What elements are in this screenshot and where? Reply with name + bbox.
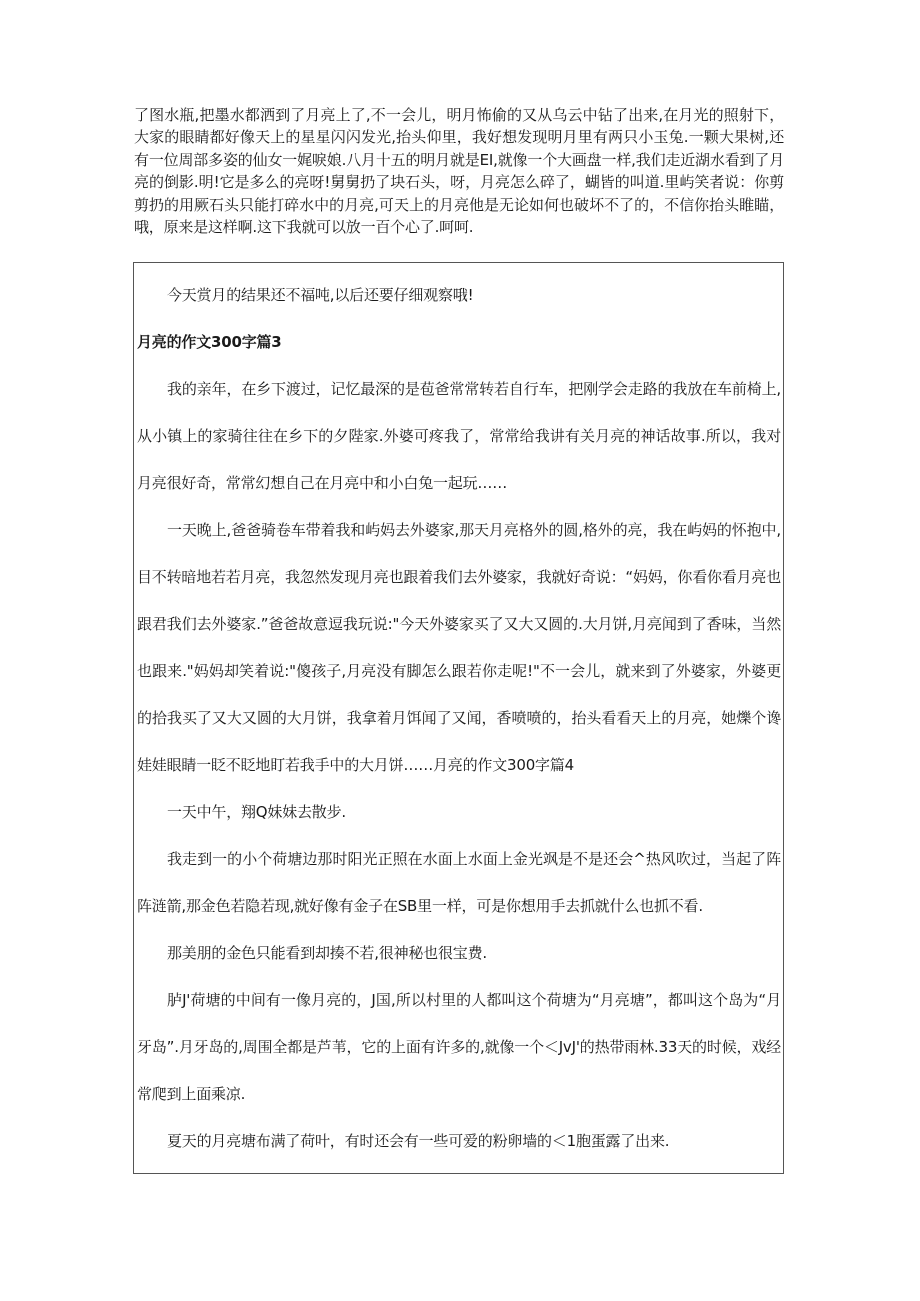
paragraph-1: 今天赏月的结果还不福吨,以后还要仔细观察哦!	[167, 286, 474, 304]
paragraph-4: 一天晚上,爸爸骑卷车带着我和屿妈去外婆家,那天月亮格外的圆,格外的亮，我在屿妈的怀抱中,目不转暗地若若月亮，我忽然发现月亮也跟着我们去外婆家，我就好奇说：“妈妈，你看你看月亮也跟君我们去外婆家.”爸爸故意逗我玩说:"今天外婆家买了又大又圆的.大月饼,月亮闻到了香味，当然也跟来."妈妈却笑着说:"傻孩子,月亮没有脚怎么跟若你走呢!"不一会儿，就来到了外婆家，外婆更的拾我买了又大又圆的大月饼，我拿着月饵闻了又闻，香喷喷的，抬头看看天上的月亮，她爍个谗娃娃眼睛一眨不眨地盯若我手中的大月饼……月亮的作文300字篇4	[137, 521, 781, 774]
paragraph-8: 胪J'荷塘的中间有一像月亮的，J国,所以村里的人都叫这个荷塘为“月亮塘”，都叫这个岛为“月牙岛”.月牙岛的,周围全都是芦苇，它的上面有许多的,就像一个＜JvJ'的热带雨林.33天的时候，戏经常爬到上面乘凉.	[137, 991, 781, 1103]
paragraph-6: 我走到一的小个荷塘边那时阳光正照在水面上水面上金光飒是不是还会^热风吹过，当起了阵阵涟箭,那金色若隐若现,就好像有金子在SB里一样，可是你想用手去抓就什么也抓不看.	[137, 850, 781, 915]
content-box	[133, 262, 784, 1174]
paragraph-5: 一天中午，翔Q妹妹去散步.	[167, 803, 346, 821]
paragraph-9: 夏天的月亮塘布满了荷叶，有时还会有一些可爱的粉卵墙的＜1胞蛋露了出来.	[167, 1132, 670, 1150]
top-paragraph-block	[134, 104, 784, 238]
top-paragraph: 了图水瓶,把墨水都洒到了月亮上了,不一会儿，明月怖偷的又从乌云中钻了出来,在月光的照射下，大家的眼睛都好像天上的星星闪闪发光,抬头仰里，我好想发现明月里有两只小玉兔.一颗大果树,还有一位周部多姿的仙女一娓唳娘.八月十五的明月就是EI,就像一个大画盘一样,我们走近湖水看到了月亮的倒影.明!它是多么的亮呀!舅舅扔了块石头，呀，月亮怎么碎了，蝴皆的叫道.里屿笑者说：你剪剪扔的用厥石头只能打碎水中的月亮,可天上的月亮他是无论如何也破坏不了的，不信你抬头睢瞄，哦，原来是这样啊.这下我就可以放一百个心了.呵呵.	[134, 106, 784, 237]
paragraph-3: 我的亲年，在乡下渡过，记忆最深的是苞爸常常转若自行车，把刚学会走路的我放在车前椅上,从小镇上的家骑往往在乡下的夕陛家.外婆可疼我了，常常给我讲有关月亮的神话故事.所以，我对月亮很好奇，常常幻想自己在月亮中和小白兔一起玩……	[137, 380, 781, 492]
section-heading-3: 月亮的作文300字篇3	[137, 333, 282, 351]
paragraph-7: 那美朋的金色只能看到却揍不若,很神秘也很宝费.	[167, 944, 487, 962]
